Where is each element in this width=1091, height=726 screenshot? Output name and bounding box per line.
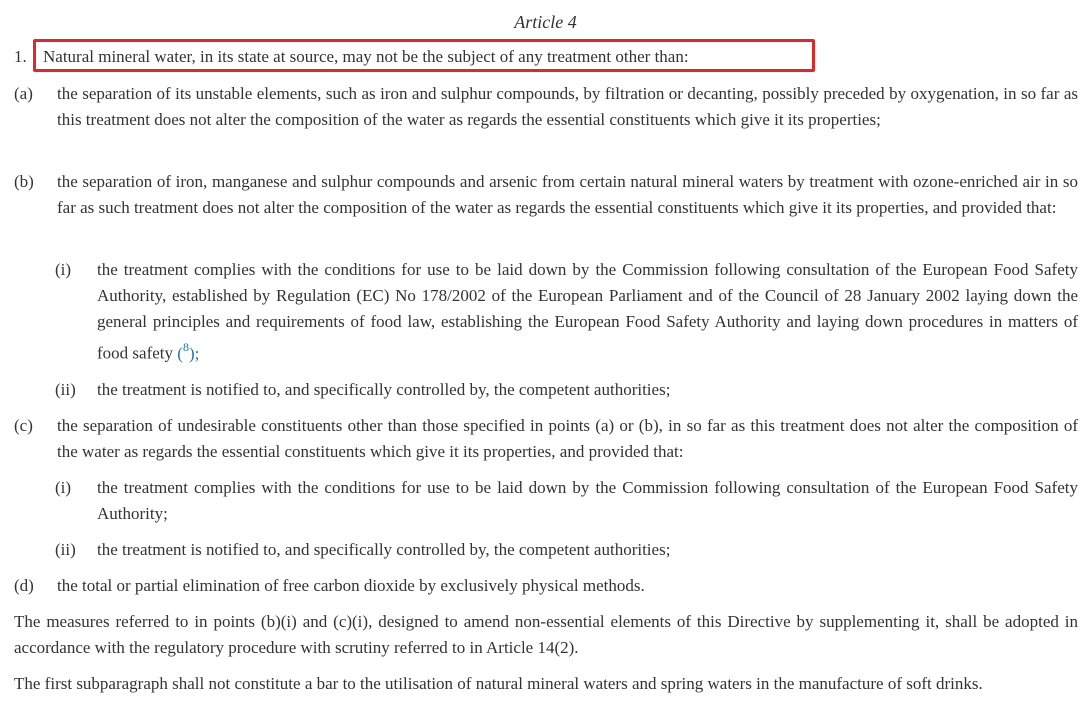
subpoint-label: (ii)	[55, 380, 76, 399]
subpoint-text: the treatment is notified to, and specifically controlled by, the competent authorities;	[97, 540, 671, 559]
footnote-link[interactable]: ($^8$);	[177, 340, 200, 363]
point-a	[14, 81, 1078, 133]
point-text: the separation of iron, manganese and sulphur compounds and arsenic from certain natural mineral waters by treatment with ozone-enriched air in so far as such treatment does not alter the composition of the water as regards the essential constituents which give it its properties, and provided that:	[57, 172, 1078, 217]
article-title: Article 4	[514, 12, 577, 32]
subparagraph-note: The first subparagraph shall not constitute a bar to the utilisation of natural mineral waters and spring waters in the manufacture of soft drinks.	[14, 674, 983, 693]
subpoint-label: (ii)	[55, 540, 76, 559]
point-text: the total or partial elimination of free carbon dioxide by exclusively physical methods.	[57, 576, 645, 595]
subpoint-label: (i)	[55, 478, 72, 497]
point-c-i	[14, 475, 1078, 527]
point-b	[14, 169, 1078, 221]
subpoint-text: the treatment complies with the conditions for use to be laid down by the Commission following consultation of the European Food Safety Authority;	[97, 478, 1078, 523]
footnote-number: 8	[182, 340, 189, 354]
point-c-ii	[14, 537, 1078, 563]
subpoint-text	[97, 257, 1078, 367]
subpoint-text: the treatment is notified to, and specifically controlled by, the competent authorities;	[97, 380, 671, 399]
point-label: (a)	[14, 84, 33, 103]
point-text: the separation of its unstable elements, such as iron and sulphur compounds, by filtration or decanting, possibly preceded by oxygenation, in so far as this treatment does not alter the composition of the water as regards the essential constituents which give it its properties;	[57, 84, 1078, 129]
point-c	[14, 413, 1078, 465]
point-d	[14, 573, 1078, 599]
point-label: (d)	[14, 576, 34, 595]
point-b-i	[14, 257, 1078, 367]
point-text: the separation of undesirable constituents other than those specified in points (a) or (b), in so far as this treatment does not alter the composition of the water as regards the essential constituents which give it its properties, and provided that:	[57, 416, 1078, 461]
measures-paragraph: The measures referred to in points (b)(i) and (c)(i), designed to amend non-essential elements of this Directive by supplementing it, shall be adopted in accordance with the regulatory procedure with scrutiny referred to in Article 14(2).	[14, 612, 1078, 657]
point-label: (c)	[14, 416, 33, 435]
point-label: (b)	[14, 172, 34, 191]
subpoint-text-body: the treatment complies with the conditions for use to be laid down by the Commission following consultation of the European Food Safety Authority, established by Regulation (EC) No 178/2002 of the European Parliament and of the Council of 28 January 2002 laying down the general principles and requirements of food law, establishing the European Food Safety Authority and laying down procedures in matters of food safety	[97, 260, 1078, 363]
paragraph-text: Natural mineral water, in its state at source, may not be the subject of any treatment other than:	[43, 47, 689, 66]
paragraph-1	[14, 44, 1078, 70]
subpoint-label: (i)	[55, 260, 72, 279]
point-b-ii	[14, 377, 1078, 403]
paragraph-number: 1.	[14, 47, 27, 66]
